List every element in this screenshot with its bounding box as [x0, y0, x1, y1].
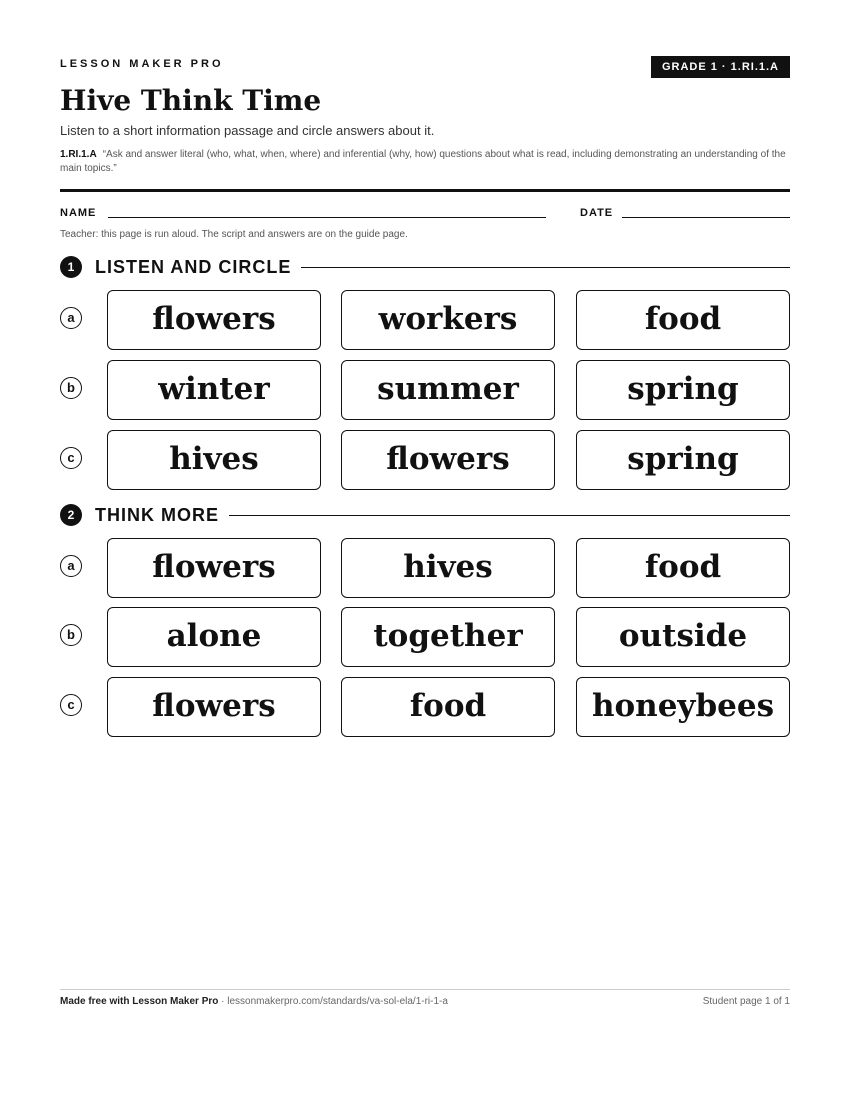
answer-choice[interactable]: hives	[341, 538, 555, 598]
teacher-note: Teacher: this page is run aloud. The script and answers are on the guide page.	[60, 229, 408, 240]
answer-choice[interactable]: flowers	[341, 430, 555, 490]
page-title: Hive Think Time	[60, 84, 322, 117]
question-letter: a	[60, 555, 82, 577]
answer-choice[interactable]: flowers	[107, 538, 321, 598]
answer-choice[interactable]: food	[576, 538, 790, 598]
standard-code: 1.RI.1.A	[60, 149, 97, 160]
question-row	[60, 538, 790, 598]
name-label: NAME	[60, 207, 97, 219]
worksheet-page	[60, 0, 790, 1100]
answer-choice[interactable]: honeybees	[576, 677, 790, 737]
answer-choice[interactable]: outside	[576, 607, 790, 667]
answer-choice[interactable]: summer	[341, 360, 555, 420]
header-divider	[60, 189, 790, 192]
page-subtitle: Listen to a short information passage and circle answers about it.	[60, 123, 435, 138]
question-letter: a	[60, 307, 82, 329]
section-title: LISTEN AND CIRCLE	[95, 257, 301, 278]
name-field[interactable]	[108, 217, 546, 218]
footer-made-with: Made free with Lesson Maker Pro	[60, 996, 219, 1007]
answer-choice[interactable]: spring	[576, 360, 790, 420]
question-letter: c	[60, 447, 82, 469]
answer-choice[interactable]: flowers	[107, 290, 321, 350]
date-field[interactable]	[622, 217, 790, 218]
question-row	[60, 290, 790, 350]
answer-choice[interactable]: winter	[107, 360, 321, 420]
standard-description	[60, 148, 790, 176]
answer-choice[interactable]: workers	[341, 290, 555, 350]
footer-credit	[60, 996, 448, 1007]
answer-choice[interactable]: hives	[107, 430, 321, 490]
answer-choice[interactable]: food	[576, 290, 790, 350]
answer-choice[interactable]: food	[341, 677, 555, 737]
answer-choice[interactable]: together	[341, 607, 555, 667]
answer-choice[interactable]: alone	[107, 607, 321, 667]
top-bar	[60, 56, 790, 78]
question-row	[60, 607, 790, 667]
section-number: 1	[60, 256, 82, 278]
footer-divider	[60, 989, 790, 990]
grade-badge: GRADE 1 · 1.RI.1.A	[651, 56, 790, 78]
section-think-more	[60, 503, 790, 527]
question-row	[60, 430, 790, 490]
question-row	[60, 360, 790, 420]
section-number: 2	[60, 504, 82, 526]
section-title: THINK MORE	[95, 505, 229, 526]
footer-page-number: Student page 1 of 1	[702, 996, 790, 1007]
section-listen-and-circle	[60, 255, 790, 279]
question-letter: b	[60, 624, 82, 646]
standard-text: “Ask and answer literal (who, what, when, where) and inferential (why, how) questions about what is read, including demonstrating an understanding of the main topics.”	[60, 149, 786, 174]
brand-name: LESSON MAKER PRO	[60, 58, 224, 70]
date-label: DATE	[580, 207, 614, 219]
footer-url: · lessonmakerpro.com/standards/va-sol-ela/1-ri-1-a	[218, 996, 448, 1007]
question-row	[60, 677, 790, 737]
answer-choice[interactable]: spring	[576, 430, 790, 490]
answer-choice[interactable]: flowers	[107, 677, 321, 737]
question-letter: b	[60, 377, 82, 399]
question-letter: c	[60, 694, 82, 716]
